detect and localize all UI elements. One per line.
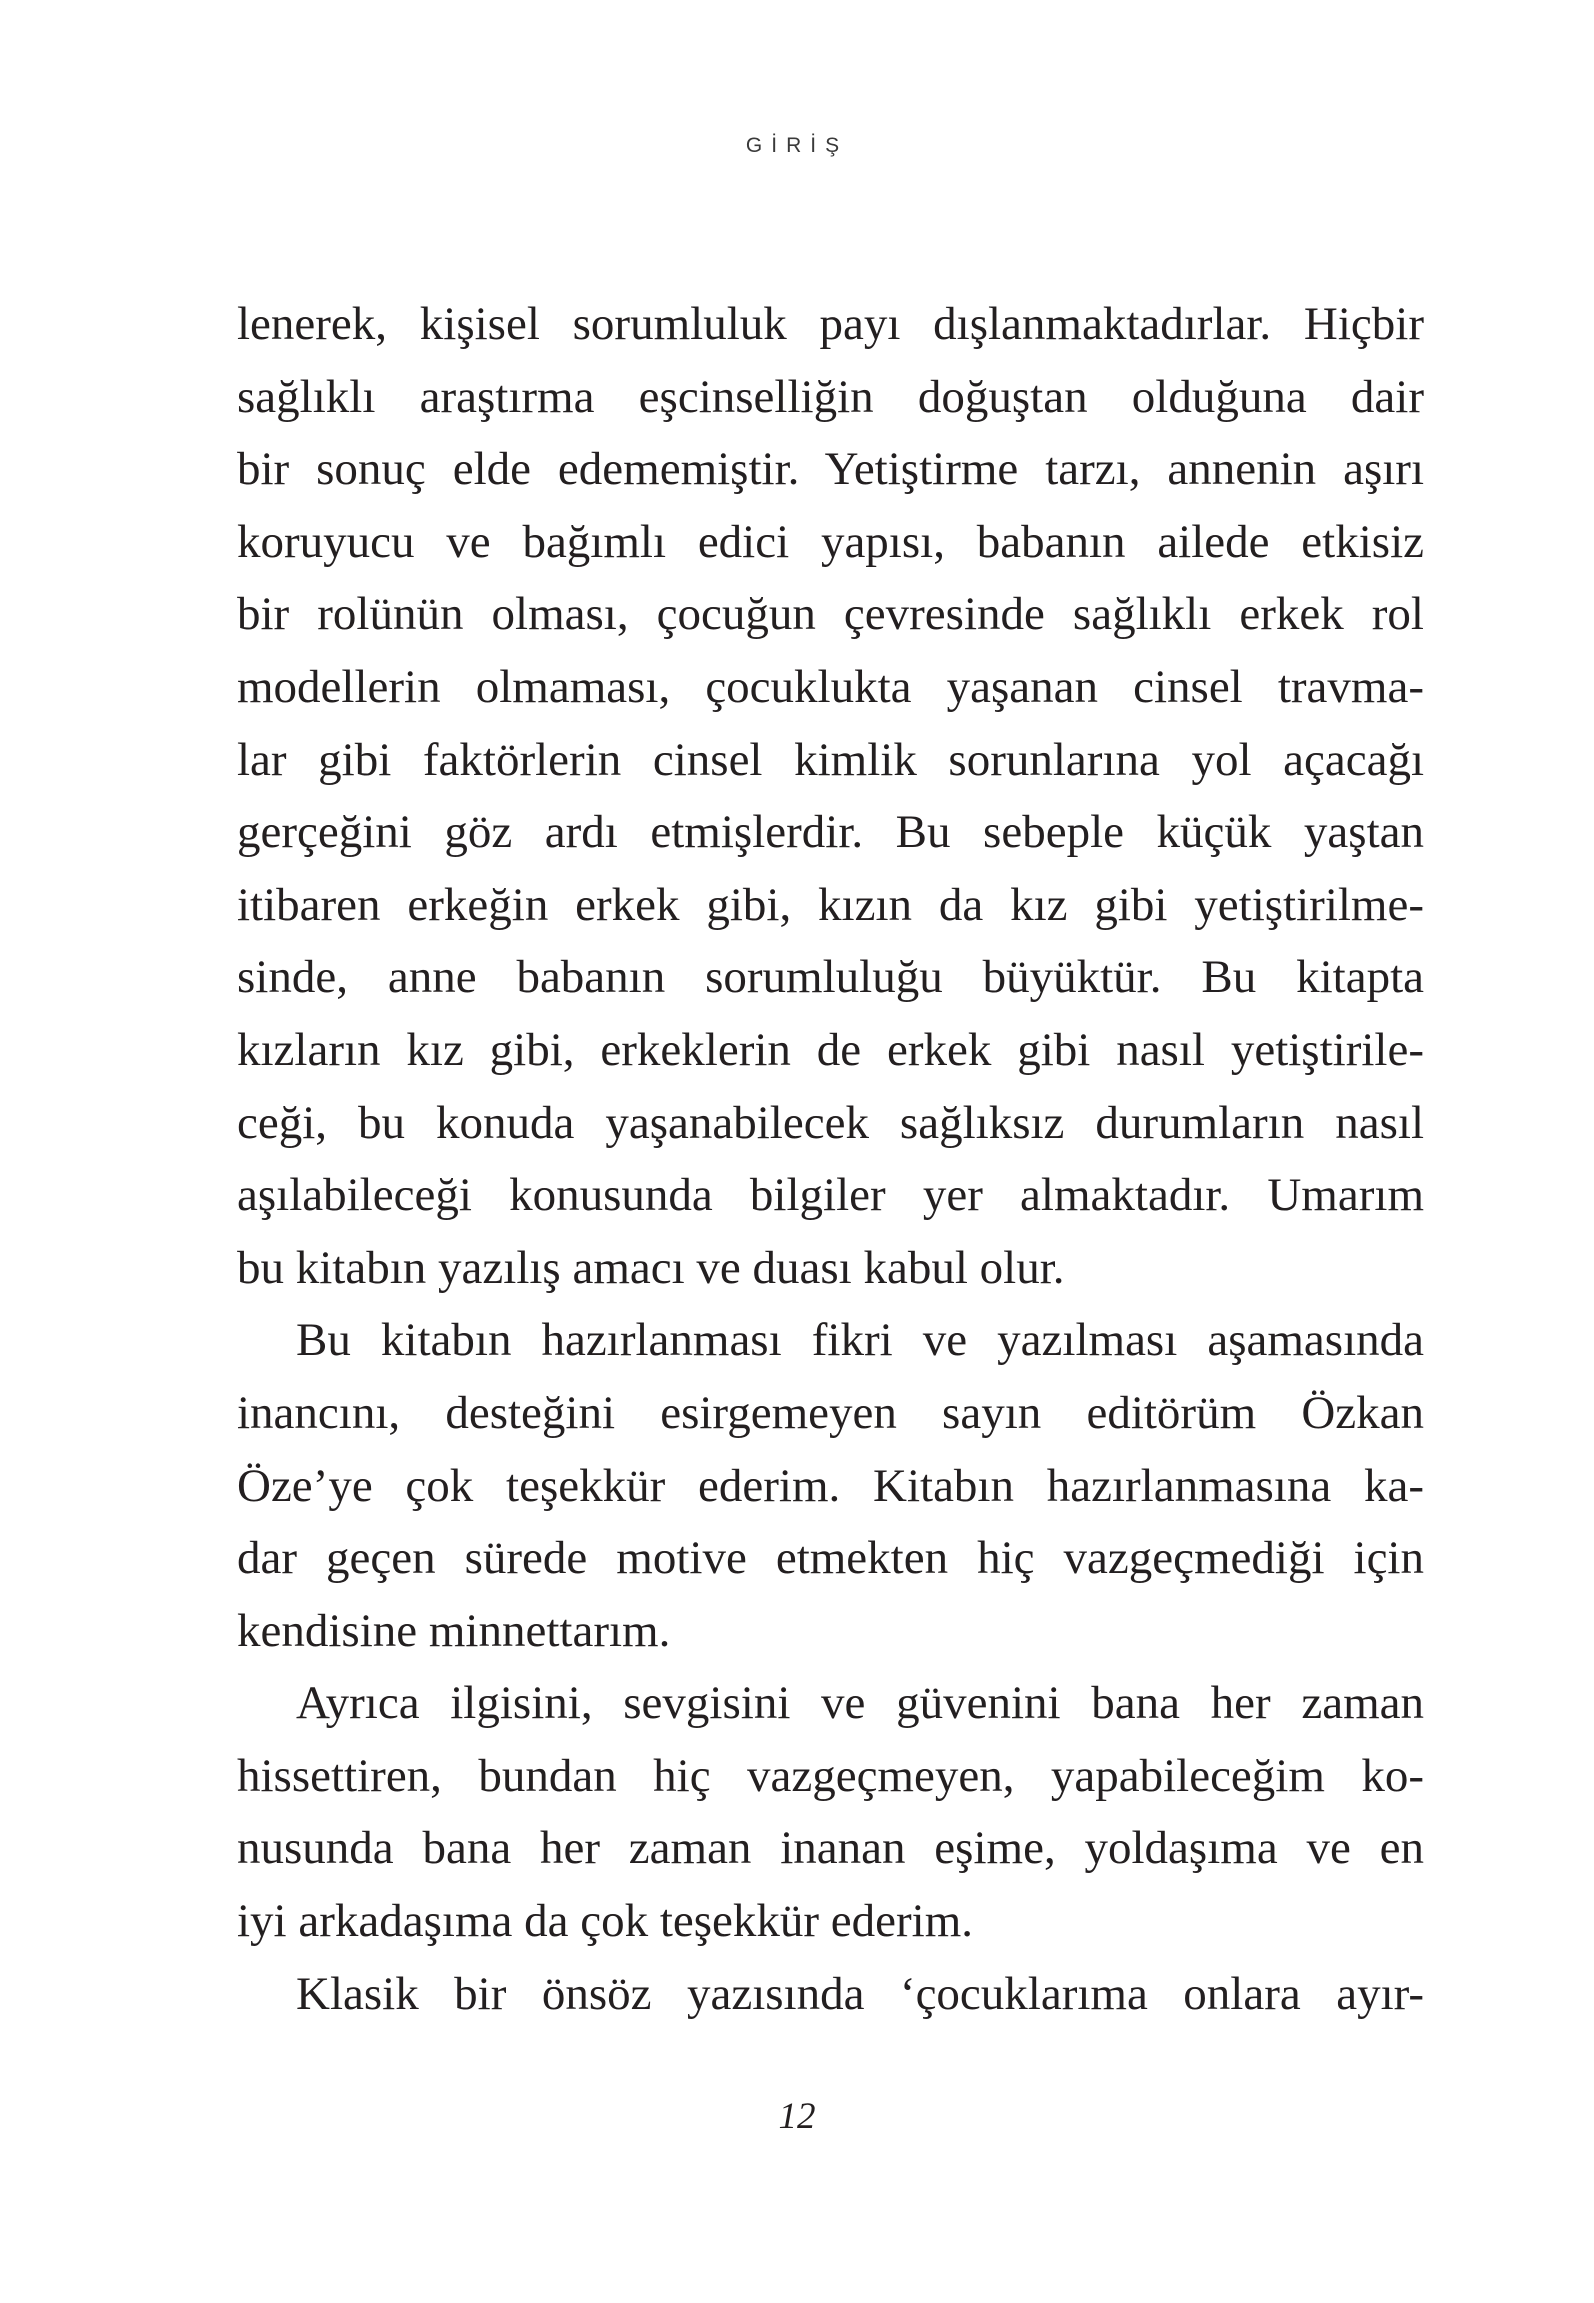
text-line: bir rolünün olması, çocuğun çevresinde sağlıklı erkek rol [237, 588, 1424, 641]
paragraph-1 [237, 288, 1424, 1304]
text-line: kızların kız gibi, erkeklerin de erkek gibi nasıl yetiştirile- [237, 1023, 1424, 1076]
text-line: Ayrıca ilgisini, sevgisini ve güvenini bana her zaman [296, 1677, 1424, 1730]
text-line: koruyucu ve bağımlı edici yapısı, babanın ailede etkisiz [237, 515, 1424, 568]
running-header: GİRİŞ [745, 134, 849, 157]
text-line: sinde, anne babanın sorumluluğu büyüktür. Bu kitapta [237, 951, 1424, 1004]
text-line: bu kitabın yazılış amacı ve duası kabul olur. [237, 1241, 1065, 1294]
text-line: kendisine minnettarım. [237, 1604, 671, 1657]
text-line: bir sonuç elde edememiştir. Yetiştirme tarzı, annenin aşırı [237, 443, 1424, 496]
text-line: hissettiren, bundan hiç vazgeçmeyen, yapabileceğim ko- [237, 1749, 1424, 1802]
text-line: nusunda bana her zaman inanan eşime, yoldaşıma ve en [237, 1822, 1424, 1875]
text-line: lenerek, kişisel sorumluluk payı dışlanmaktadırlar. Hiçbir [237, 298, 1424, 350]
text-line: sağlıklı araştırma eşcinselliğin doğuştan olduğuna dair [237, 370, 1424, 423]
text-line: ceği, bu konuda yaşanabilecek sağlıksız durumların nasıl [237, 1096, 1424, 1149]
text-line: gerçeğini göz ardı etmişlerdir. Bu sebeple küçük yaştan [237, 806, 1424, 859]
paragraph-4 [237, 1958, 1424, 2031]
paragraph-2 [237, 1304, 1424, 1667]
text-line: dar geçen sürede motive etmekten hiç vazgeçmediği için [237, 1532, 1424, 1585]
text-line: Bu kitabın hazırlanması fikri ve yazılması aşamasında [296, 1314, 1424, 1367]
page-number: 12 [778, 2096, 816, 2137]
text-line: lar gibi faktörlerin cinsel kimlik sorunlarına yol açacağı [237, 733, 1424, 786]
paragraph-3 [237, 1667, 1424, 1957]
text-line: itibaren erkeğin erkek gibi, kızın da kız gibi yetiştirilme- [237, 878, 1424, 931]
text-line: inancını, desteğini esirgemeyen sayın editörüm Özkan [237, 1386, 1424, 1439]
body-text [237, 288, 1424, 2030]
text-line: iyi arkadaşıma da çok teşekkür ederim. [237, 1895, 974, 1948]
text-line: aşılabileceği konusunda bilgiler yer almaktadır. Umarım [237, 1169, 1424, 1222]
text-line: Öze’ye çok teşekkür ederim. Kitabın hazırlanmasına ka- [237, 1459, 1424, 1512]
text-line: modellerin olmaması, çocuklukta yaşanan cinsel travma- [237, 660, 1424, 713]
text-line: Klasik bir önsöz yazısında ‘çocuklarıma onlara ayır- [296, 1967, 1424, 2020]
